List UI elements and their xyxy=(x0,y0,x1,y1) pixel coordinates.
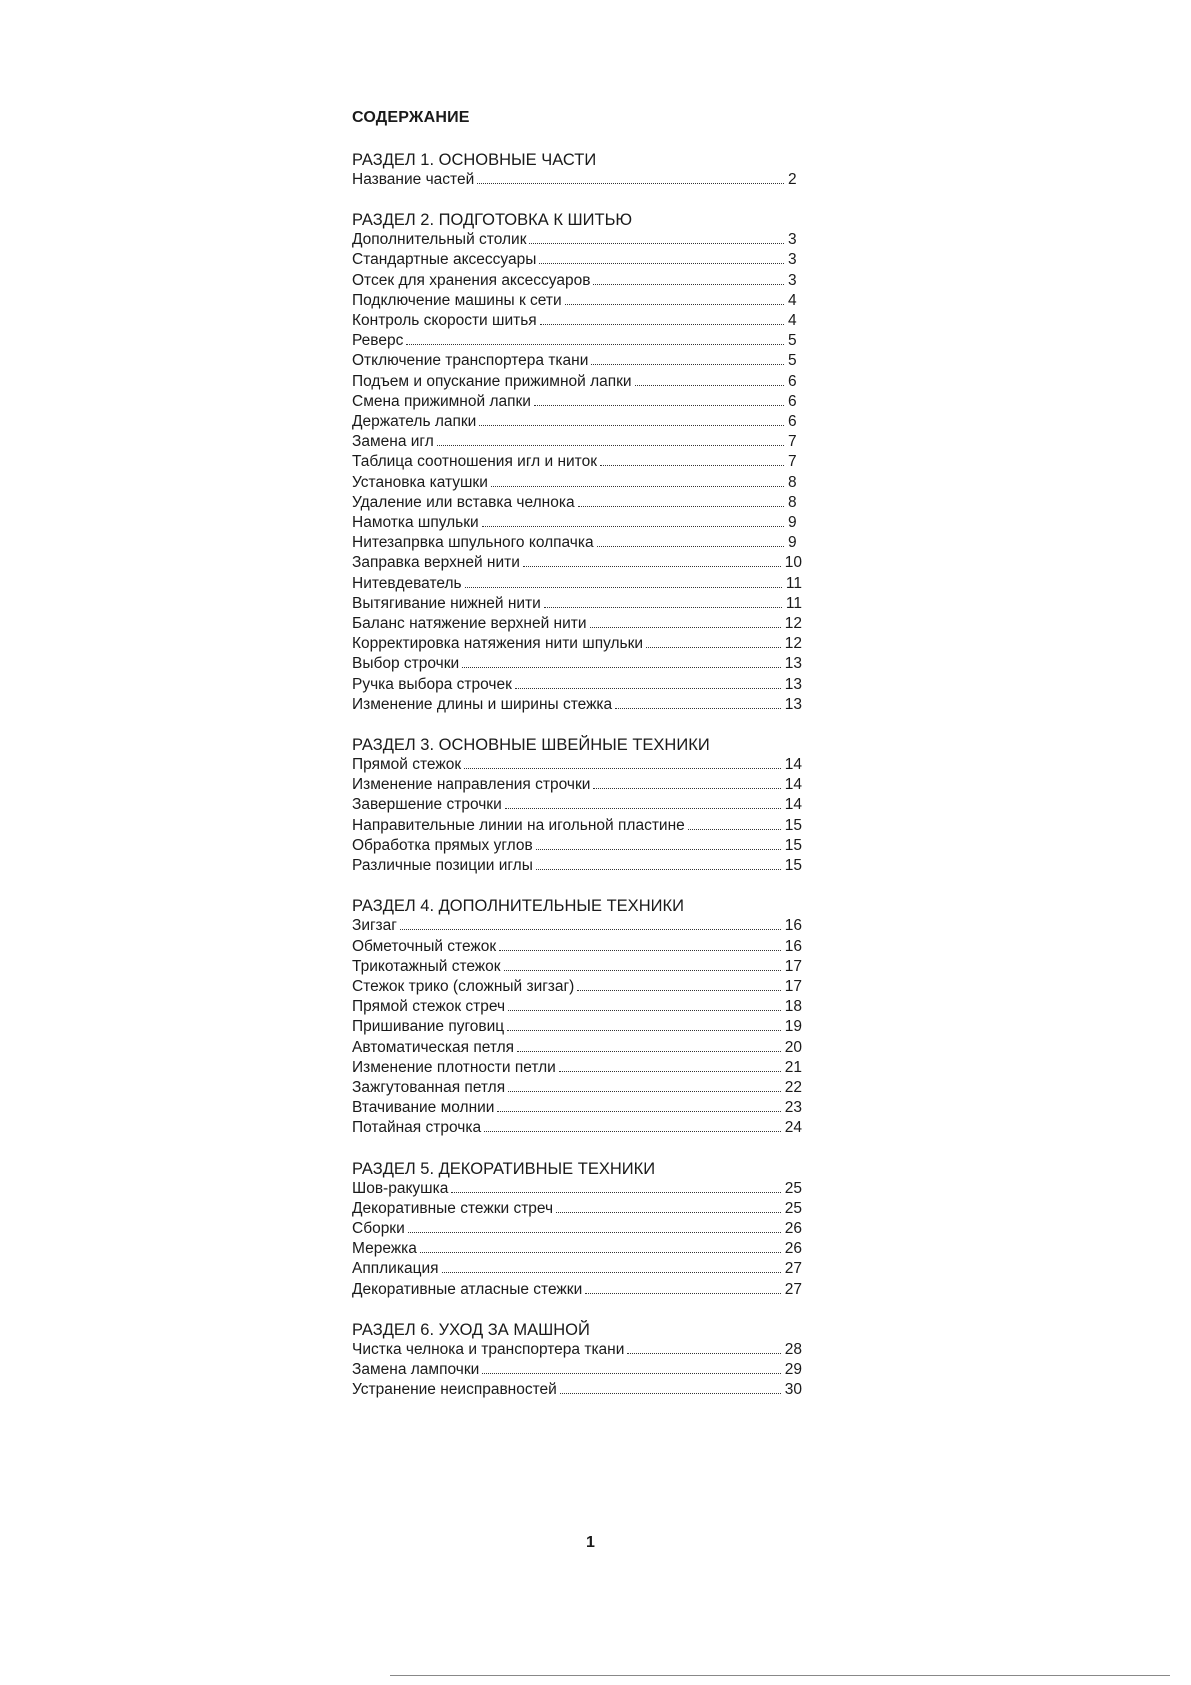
toc-entry xyxy=(352,1360,802,1380)
toc-entry xyxy=(352,634,802,654)
toc-entry xyxy=(352,614,802,634)
dot-leader xyxy=(560,1393,781,1394)
entry-page-number: 11 xyxy=(785,574,802,592)
toc-entry xyxy=(352,1038,802,1058)
entry-page-number: 3 xyxy=(788,271,797,289)
dot-leader xyxy=(464,768,781,769)
dot-leader xyxy=(529,243,784,244)
entry-page-number: 17 xyxy=(784,957,802,975)
entry-page-number: 11 xyxy=(785,594,802,612)
dot-leader xyxy=(523,566,781,567)
entry-page-number: 13 xyxy=(784,695,802,713)
entry-page-number: 15 xyxy=(784,857,802,875)
dot-leader xyxy=(559,1071,781,1072)
toc-entry xyxy=(352,594,802,614)
toc-entry xyxy=(352,311,802,331)
entry-label: Автоматическая петля xyxy=(352,1038,515,1056)
entry-page-number: 15 xyxy=(784,836,802,854)
toc-entry xyxy=(352,795,802,815)
dot-leader xyxy=(479,425,784,426)
toc-entry xyxy=(352,816,802,836)
entry-label: Дополнительный столик xyxy=(352,231,527,249)
entry-label: Баланс натяжение верхней нити xyxy=(352,615,587,633)
dot-leader xyxy=(462,667,781,668)
entry-page-number: 25 xyxy=(784,1179,802,1197)
dot-leader xyxy=(406,344,784,345)
toc-entry xyxy=(352,452,802,472)
dot-leader xyxy=(556,1212,781,1213)
entry-label: Обметочный стежок xyxy=(352,937,497,955)
dot-leader xyxy=(508,1010,781,1011)
dot-leader xyxy=(515,688,781,689)
entry-label: Изменение направления строчки xyxy=(352,776,591,794)
dot-leader xyxy=(508,1091,781,1092)
dot-leader xyxy=(590,627,781,628)
dot-leader xyxy=(505,808,781,809)
toc-entry xyxy=(352,977,802,997)
entry-label: Чистка челнока и транспортера ткани xyxy=(352,1340,625,1358)
toc-entry xyxy=(352,916,802,936)
entry-label: Держатель лапки xyxy=(352,413,477,431)
toc-entry xyxy=(352,271,802,291)
entry-page-number: 14 xyxy=(784,756,802,774)
entry-page-number: 9 xyxy=(788,514,797,532)
entry-label: Смена прижимной лапки xyxy=(352,392,531,410)
entry-label: Контроль скорости шитья xyxy=(352,312,537,330)
entry-page-number: 30 xyxy=(784,1381,802,1399)
toc-entry xyxy=(352,170,802,190)
entry-label: Стежок трико (сложный зигзаг) xyxy=(352,977,575,995)
dot-leader xyxy=(536,869,781,870)
entry-label: Устранение неисправностей xyxy=(352,1381,557,1399)
entry-label: Отключение транспортера ткани xyxy=(352,352,589,370)
toc-entry xyxy=(352,1280,802,1300)
toc-entry xyxy=(352,1179,802,1199)
dot-leader xyxy=(534,405,784,406)
toc-entry xyxy=(352,675,802,695)
entry-page-number: 12 xyxy=(784,615,802,633)
toc-entry xyxy=(352,1199,802,1219)
dot-leader xyxy=(484,1131,781,1132)
entry-label: Прямой стежок стреч xyxy=(352,998,506,1016)
entry-page-number: 14 xyxy=(784,796,802,814)
entry-page-number: 7 xyxy=(788,453,797,471)
dot-leader xyxy=(615,708,781,709)
toc-entry xyxy=(352,775,802,795)
toc-section xyxy=(352,1159,802,1300)
entry-label: Изменение длины и ширины стежка xyxy=(352,695,613,713)
entry-label: Замена лампочки xyxy=(352,1360,480,1378)
dot-leader xyxy=(600,465,784,466)
page-number: 1 xyxy=(586,1534,595,1551)
toc-entry xyxy=(352,553,802,573)
entry-label: Заправка верхней нити xyxy=(352,554,520,572)
entry-label: Стандартные аксессуары xyxy=(352,251,537,269)
entry-page-number: 14 xyxy=(784,776,802,794)
entry-label: Таблица соотношения игл и ниток xyxy=(352,453,597,471)
entry-page-number: 10 xyxy=(784,554,802,572)
dot-leader xyxy=(477,183,784,184)
toc-entry xyxy=(352,493,802,513)
entry-label: Пришивание пуговиц xyxy=(352,1018,505,1036)
dot-leader xyxy=(482,1373,780,1374)
toc-entry xyxy=(352,1058,802,1078)
toc-entry xyxy=(352,392,802,412)
toc-entry xyxy=(352,1380,802,1400)
toc-entry xyxy=(352,331,802,351)
entry-label: Потайная строчка xyxy=(352,1119,482,1137)
entry-page-number: 13 xyxy=(784,675,802,693)
toc-entry xyxy=(352,513,802,533)
entry-label: Корректировка натяжения нити шпульки xyxy=(352,635,644,653)
entry-label: Шов-ракушка xyxy=(352,1179,449,1197)
dot-leader xyxy=(578,506,784,507)
toc-section xyxy=(352,735,802,876)
toc-entry xyxy=(352,250,802,270)
dot-leader xyxy=(497,1111,780,1112)
entry-label: Намотка шпульки xyxy=(352,514,479,532)
section-title: РАЗДЕЛ 6. УХОД ЗА МАШНОЙ xyxy=(352,1320,590,1339)
toc-entry xyxy=(352,291,802,311)
entry-page-number: 8 xyxy=(788,473,797,491)
dot-leader xyxy=(400,929,781,930)
entry-page-number: 9 xyxy=(788,534,797,552)
dot-leader xyxy=(565,304,784,305)
dot-leader xyxy=(465,587,782,588)
dot-leader xyxy=(577,990,780,991)
entry-label: Нитевдеватель xyxy=(352,574,462,592)
entry-page-number: 19 xyxy=(784,1018,802,1036)
dot-leader xyxy=(688,829,781,830)
entry-label: Зажгутованная петля xyxy=(352,1078,506,1096)
entry-label: Удаление или вставка челнока xyxy=(352,493,575,511)
dot-leader xyxy=(627,1353,780,1354)
entry-page-number: 3 xyxy=(788,231,797,249)
entry-page-number: 18 xyxy=(784,998,802,1016)
toc-entry xyxy=(352,574,802,594)
toc-entry xyxy=(352,856,802,876)
entry-page-number: 17 xyxy=(784,977,802,995)
entry-label: Изменение плотности петли xyxy=(352,1058,556,1076)
entry-page-number: 5 xyxy=(788,352,797,370)
toc-entry xyxy=(352,695,802,715)
entry-label: Подъем и опускание прижимной лапки xyxy=(352,372,632,390)
toc-entry xyxy=(352,230,802,250)
entry-label: Декоративные стежки стреч xyxy=(352,1199,554,1217)
entry-page-number: 4 xyxy=(788,312,797,330)
toc-entry xyxy=(352,1239,802,1259)
toc-entry xyxy=(352,997,802,1017)
entry-label: Аппликация xyxy=(352,1260,439,1278)
entry-label: Прямой стежок xyxy=(352,756,462,774)
toc-entry xyxy=(352,533,802,553)
entry-page-number: 8 xyxy=(788,493,797,511)
entry-page-number: 28 xyxy=(784,1340,802,1358)
entry-label: Трикотажный стежок xyxy=(352,957,501,975)
toc-section xyxy=(352,210,802,715)
entry-label: Различные позиции иглы xyxy=(352,857,533,875)
entry-label: Обработка прямых углов xyxy=(352,836,533,854)
dot-leader xyxy=(585,1293,781,1294)
entry-page-number: 6 xyxy=(788,372,797,390)
entry-page-number: 6 xyxy=(788,392,797,410)
entry-label: Выбор строчки xyxy=(352,655,460,673)
entry-label: Зигзаг xyxy=(352,917,397,935)
section-title: РАЗДЕЛ 2. ПОДГОТОВКА К ШИТЬЮ xyxy=(352,211,633,230)
toc-entry xyxy=(352,1098,802,1118)
entry-label: Завершение строчки xyxy=(352,796,502,814)
dot-leader xyxy=(408,1232,781,1233)
entry-label: Направительные линии на игольной пластине xyxy=(352,816,685,834)
entry-label: Втачивание молнии xyxy=(352,1099,495,1117)
entry-label: Подключение машины к сети xyxy=(352,291,562,309)
dot-leader xyxy=(591,364,784,365)
toc-entry xyxy=(352,1118,802,1138)
toc-entry xyxy=(352,473,802,493)
entry-page-number: 29 xyxy=(784,1360,802,1378)
entry-page-number: 16 xyxy=(784,917,802,935)
entry-label: Вытягивание нижней нити xyxy=(352,594,541,612)
entry-label: Нитезапрвка шпульного колпачка xyxy=(352,534,594,552)
dot-leader xyxy=(437,445,784,446)
entry-page-number: 26 xyxy=(784,1219,802,1237)
toc-section xyxy=(352,150,802,190)
toc-section xyxy=(352,1320,802,1401)
dot-leader xyxy=(420,1252,781,1253)
toc-entry xyxy=(352,432,802,452)
toc-entry xyxy=(352,1259,802,1279)
entry-page-number: 27 xyxy=(784,1260,802,1278)
section-title: РАЗДЕЛ 5. ДЕКОРАТИВНЫЕ ТЕХНИКИ xyxy=(352,1159,656,1178)
entry-label: Декоративные атласные стежки xyxy=(352,1280,583,1298)
entry-label: Отсек для хранения аксессуаров xyxy=(352,271,591,289)
dot-leader xyxy=(507,1030,781,1031)
dot-leader xyxy=(539,263,784,264)
entry-page-number: 21 xyxy=(784,1058,802,1076)
entry-page-number: 13 xyxy=(784,655,802,673)
entry-page-number: 5 xyxy=(788,332,797,350)
toc-entry xyxy=(352,654,802,674)
entry-label: Мережка xyxy=(352,1240,417,1258)
entry-label: Сборки xyxy=(352,1219,405,1237)
section-title: РАЗДЕЛ 3. ОСНОВНЫЕ ШВЕЙНЫЕ ТЕХНИКИ xyxy=(352,736,710,755)
entry-page-number: 6 xyxy=(788,413,797,431)
toc-entry xyxy=(352,412,802,432)
entry-page-number: 24 xyxy=(784,1119,802,1137)
dot-leader xyxy=(544,607,782,608)
dot-leader xyxy=(482,526,784,527)
dot-leader xyxy=(451,1192,780,1193)
dot-leader xyxy=(504,970,781,971)
toc-entry xyxy=(352,755,802,775)
section-title: РАЗДЕЛ 1. ОСНОВНЫЕ ЧАСТИ xyxy=(352,151,597,169)
toc-entry xyxy=(352,372,802,392)
toc-entry xyxy=(352,957,802,977)
entry-label: Название частей xyxy=(352,171,475,188)
table-of-contents xyxy=(352,108,802,1420)
entry-page-number: 2 xyxy=(788,171,797,188)
dot-leader xyxy=(593,284,784,285)
entry-label: Реверс xyxy=(352,332,404,350)
dot-leader xyxy=(540,324,784,325)
toc-entry xyxy=(352,1340,802,1360)
dot-leader xyxy=(593,788,780,789)
entry-page-number: 20 xyxy=(784,1038,802,1056)
toc-section xyxy=(352,896,802,1138)
toc-entry xyxy=(352,937,802,957)
dot-leader xyxy=(536,849,781,850)
toc-sections xyxy=(352,150,802,1400)
dot-leader xyxy=(442,1272,781,1273)
section-title: РАЗДЕЛ 4. ДОПОЛНИТЕЛЬНЫЕ ТЕХНИКИ xyxy=(352,897,684,916)
toc-entry xyxy=(352,351,802,371)
entry-page-number: 16 xyxy=(784,937,802,955)
entry-label: Установка катушки xyxy=(352,473,488,491)
entry-page-number: 27 xyxy=(784,1280,802,1298)
dot-leader xyxy=(646,647,781,648)
dot-leader xyxy=(499,950,781,951)
entry-page-number: 22 xyxy=(784,1078,802,1096)
entry-page-number: 26 xyxy=(784,1240,802,1258)
entry-page-number: 3 xyxy=(788,251,797,269)
dot-leader xyxy=(635,385,784,386)
entry-page-number: 15 xyxy=(784,816,802,834)
dot-leader xyxy=(517,1051,781,1052)
toc-entry xyxy=(352,1017,802,1037)
entry-page-number: 7 xyxy=(788,433,797,451)
document-title: СОДЕРЖАНИЕ xyxy=(352,109,470,126)
entry-page-number: 23 xyxy=(784,1099,802,1117)
entry-page-number: 12 xyxy=(784,635,802,653)
dot-leader xyxy=(597,546,784,547)
toc-entry xyxy=(352,836,802,856)
toc-entry xyxy=(352,1078,802,1098)
entry-page-number: 25 xyxy=(784,1199,802,1217)
dot-leader xyxy=(491,486,784,487)
entry-label: Ручка выбора строчек xyxy=(352,675,512,693)
entry-page-number: 4 xyxy=(788,291,797,309)
toc-entry xyxy=(352,1219,802,1239)
bottom-rule xyxy=(390,1675,1170,1676)
entry-label: Замена игл xyxy=(352,433,434,451)
